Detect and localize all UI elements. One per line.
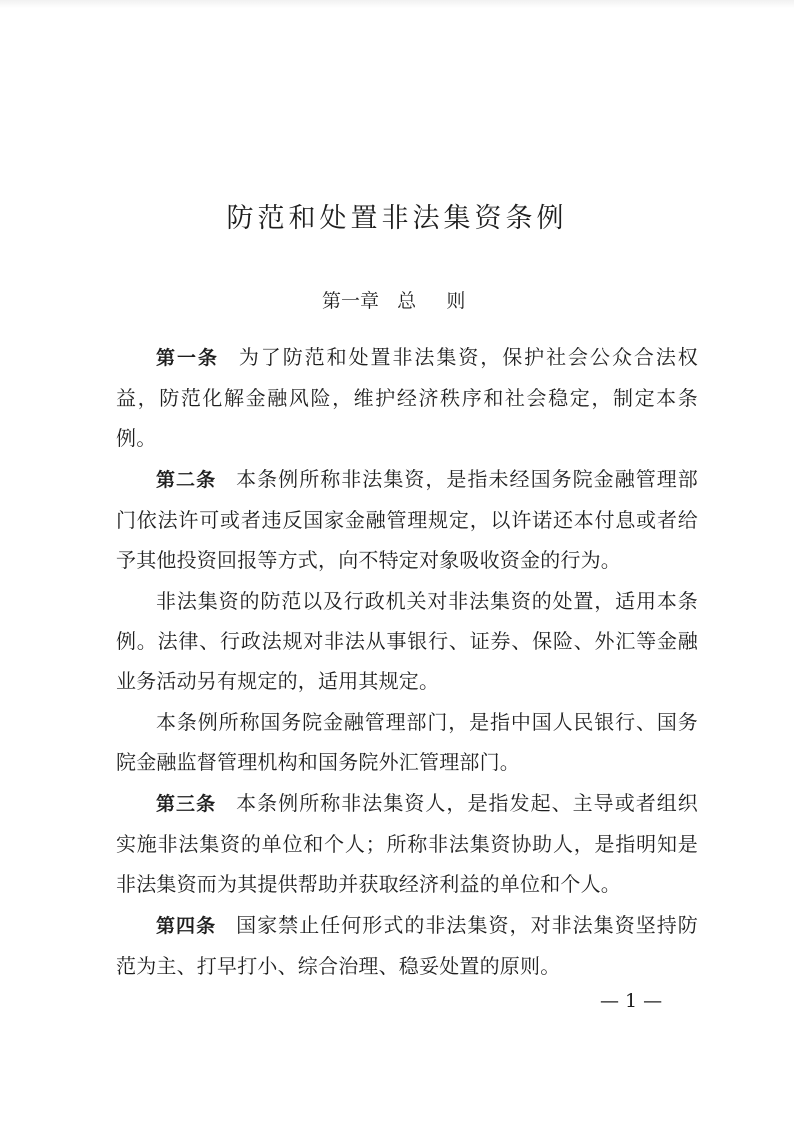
scan-edge [0, 0, 794, 8]
chapter-heading: 第一章 总 则 [322, 290, 466, 312]
article-label: 第一条 [156, 347, 219, 369]
article-text: 本条例所称非法集资，是指未经国务院金融管理部门依法许可或者违反国家金融管理规定，以许诺还本付息或者给予其他投资回报等方式，向不特定对象吸收资金的行为。 [116, 467, 698, 572]
article-3-paragraph [116, 783, 698, 904]
article-2-definition-paragraph [116, 702, 698, 782]
article-label: 第二条 [156, 469, 217, 491]
article-4-paragraph [116, 905, 698, 986]
article-text: 非法集资的防范以及行政机关对非法集资的处置，适用本条例。法律、行政法规对非法从事银行、证券、保险、外汇等金融业务活动另有规定的，适用其规定。 [116, 589, 698, 693]
article-2-continuation-paragraph [116, 581, 698, 701]
article-text: 为了防范和处置非法集资，保护社会公众合法权益，防范化解金融风险，维护经济秩序和社会稳定，制定本条例。 [116, 345, 698, 450]
article-label: 第四条 [156, 915, 217, 937]
article-label: 第三条 [156, 793, 217, 815]
article-text: 本条例所称国务院金融管理部门，是指中国人民银行、国务院金融监督管理机构和国务院外汇管理部门。 [116, 710, 698, 774]
document-title: 防范和处置非法集资条例 [226, 203, 568, 234]
article-text: 本条例所称非法集资人，是指发起、主导或者组织实施非法集资的单位和个人；所称非法集资协助人，是指明知是非法集资而为其提供帮助并获取经济利益的单位和个人。 [116, 791, 698, 896]
article-2-paragraph [116, 459, 698, 580]
page-number: — 1 — [600, 990, 663, 1012]
document-body [116, 337, 698, 986]
article-text: 国家禁止任何形式的非法集资，对非法集资坚持防范为主、打早打小、综合治理、稳妥处置的原则。 [116, 913, 698, 978]
article-1-paragraph [116, 337, 698, 458]
